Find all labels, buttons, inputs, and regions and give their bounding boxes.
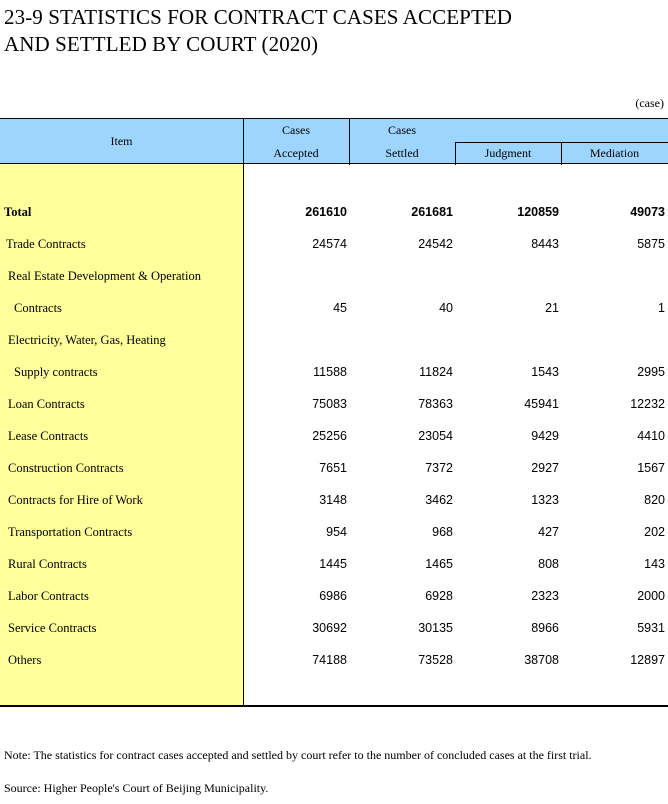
cell-mediation: 4410 [637,429,665,443]
table-row [0,324,668,356]
cell-judgment: 120859 [517,205,559,219]
table-row [0,484,668,516]
cell-mediation: 2995 [637,365,665,379]
table-row [0,516,668,548]
cell-mediation: 49073 [630,205,665,219]
cell-settled: 6928 [425,589,453,603]
row-label: Lease Contracts [8,429,89,443]
cell-mediation: 2000 [637,589,665,603]
table-row [0,260,668,292]
cell-accepted: 11588 [313,365,347,379]
table-row [0,420,668,452]
table-row [0,452,668,484]
cell-accepted: 954 [326,525,347,539]
cell-judgment: 8443 [531,237,559,251]
cell-judgment: 21 [545,301,559,315]
row-label: Contracts for Hire of Work [8,493,143,507]
cell-settled: 7372 [425,461,453,475]
statistics-table [0,118,668,708]
cell-accepted: 7651 [319,461,347,475]
cell-judgment: 2927 [531,461,559,475]
row-label: Rural Contracts [8,557,87,571]
cell-judgment: 1323 [531,493,559,507]
source-note: Source: Higher People's Court of Beijing Municipality. [4,781,269,795]
cell-mediation: 820 [644,493,665,507]
header-accepted-line1: Cases [282,123,310,137]
row-label: Trade Contracts [6,237,86,251]
row-label: Others [8,653,42,667]
row-label: Electricity, Water, Gas, Heating [8,333,166,347]
cell-accepted: 6986 [319,589,347,603]
cell-settled: 24542 [418,237,453,251]
row-label: Loan Contracts [8,397,85,411]
cell-judgment: 427 [538,525,559,539]
title-line-2: AND SETTLED BY COURT (2020) [4,32,319,56]
table-header [0,118,668,164]
row-label: Transportation Contracts [8,525,133,539]
cell-accepted: 45 [333,301,347,315]
cell-settled: 30135 [418,621,453,635]
cell-accepted: 261610 [305,205,347,219]
cell-mediation: 12232 [630,397,665,411]
page-title [4,4,512,58]
cell-mediation: 12897 [630,653,665,667]
table-row [0,644,668,676]
header-subline [455,142,668,143]
cell-settled: 968 [432,525,453,539]
header-settled-line2: Settled [385,146,419,160]
footnote: Note: The statistics for contract cases accepted and settled by court refer to the number of concluded cases at the first trial. [4,748,592,762]
row-label: Real Estate Development & Operation [8,269,201,283]
row-label: Construction Contracts [8,461,124,475]
cell-accepted: 1445 [319,557,347,571]
cell-settled: 40 [439,301,453,315]
table-row [0,612,668,644]
cell-settled: 1465 [425,557,453,571]
cell-judgment: 9429 [531,429,559,443]
cell-accepted: 25256 [312,429,347,443]
header-mediation: Mediation [589,146,640,160]
cell-mediation: 1 [658,301,665,315]
cell-settled: 23054 [418,429,453,443]
cell-judgment: 1543 [531,365,559,379]
row-label: Supply contracts [14,365,98,379]
table-row [0,292,668,324]
cell-accepted: 75083 [312,397,347,411]
header-judgment: Judgment [484,146,532,160]
cell-judgment: 45941 [524,397,559,411]
table-row [0,196,668,228]
cell-judgment: 808 [538,557,559,571]
cell-judgment: 8966 [531,621,559,635]
row-label: Contracts [14,301,62,315]
cell-mediation: 143 [644,557,665,571]
table-row [0,548,668,580]
row-label: Service Contracts [8,621,97,635]
cell-settled: 11824 [419,365,453,379]
cell-judgment: 2323 [531,589,559,603]
cell-mediation: 1567 [637,461,665,475]
header-settled-line1: Cases [388,123,416,137]
cell-accepted: 3148 [319,493,347,507]
cell-settled: 261681 [411,205,453,219]
table-row [0,356,668,388]
table-row [0,388,668,420]
cell-accepted: 24574 [312,237,347,251]
title-line-1: 23-9 STATISTICS FOR CONTRACT CASES ACCEPTED [4,5,513,29]
cell-settled: 3462 [425,493,453,507]
header-accepted-line2: Accepted [273,146,319,160]
cell-mediation: 5875 [637,237,665,251]
row-label: Total [4,205,32,219]
table-bottom-rule [0,705,668,707]
unit-label: (case) [635,96,664,110]
header-item: Item [110,134,133,148]
table-row [0,580,668,612]
table-row [0,228,668,260]
cell-accepted: 30692 [312,621,347,635]
cell-mediation: 202 [644,525,665,539]
cell-accepted: 74188 [312,653,347,667]
cell-settled: 73528 [418,653,453,667]
cell-settled: 78363 [418,397,453,411]
cell-mediation: 5931 [637,621,665,635]
cell-judgment: 38708 [524,653,559,667]
row-label: Labor Contracts [8,589,89,603]
